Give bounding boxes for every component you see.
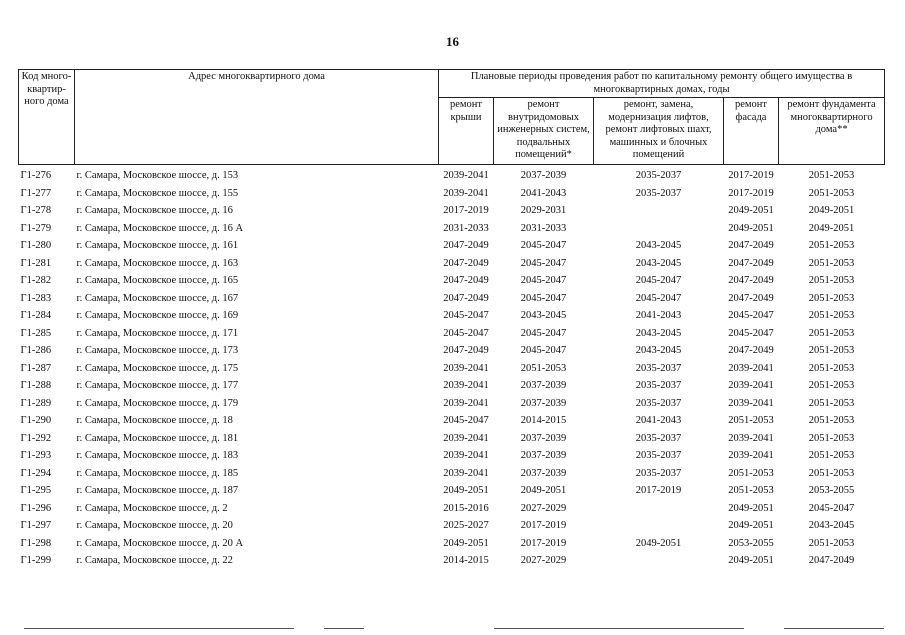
cell-facade: 2047-2049 — [728, 275, 774, 286]
header-roof: ремонт крыши — [439, 98, 494, 165]
cell-code: Г1-290 — [20, 415, 52, 426]
cell-foundation: 2051-2053 — [808, 362, 855, 374]
cell-facade: 2017-2019 — [728, 170, 774, 181]
cell-code: Г1-288 — [20, 380, 52, 391]
cell-systems: 2014-2015 — [520, 415, 567, 426]
cell-code: Г1-298 — [20, 537, 52, 549]
cell-roof: 2025-2027 — [443, 520, 489, 531]
cell-foundation: 2051-2053 — [808, 310, 855, 321]
cell-foundation: 2051-2053 — [808, 187, 855, 199]
cell-lifts — [594, 552, 724, 570]
cell-lifts: 2035-2037 — [635, 380, 682, 391]
cell-facade: 2051-2053 — [728, 485, 774, 496]
header-lifts: ремонт, замена, модернизация лифтов, ремонт лифтовых шахт, машинных и блочных помещений — [594, 98, 724, 165]
cell-lifts: 2045-2047 — [635, 292, 682, 304]
cell-facade: 2051-2053 — [728, 467, 774, 479]
table-row — [19, 500, 885, 518]
cell-roof: 2039-2041 — [443, 432, 489, 444]
table-row — [19, 185, 885, 203]
cell-code: Г1-295 — [20, 485, 52, 496]
header-periods: Плановые периоды проведения работ по капитальному ремонту общего имущества в многоквартирных домах, годы — [439, 70, 885, 98]
cell-systems: 2045-2047 — [520, 327, 567, 339]
cell-roof: 2039-2041 — [443, 362, 489, 374]
table-row — [19, 165, 885, 185]
cell-systems: 2037-2039 — [520, 467, 567, 479]
cell-foundation: 2043-2045 — [808, 520, 855, 531]
cell-lifts: 2041-2043 — [635, 310, 682, 321]
cell-facade: 2039-2041 — [728, 397, 774, 409]
cell-lifts — [594, 517, 724, 535]
cell-systems: 2041-2043 — [520, 187, 567, 199]
cell-code: Г1-297 — [20, 520, 52, 531]
cell-lifts: 2035-2037 — [635, 432, 682, 444]
cell-address: г. Самара, Московское шоссе, д. 185 — [76, 467, 239, 479]
cell-facade: 2047-2049 — [728, 292, 774, 304]
cell-address: г. Самара, Московское шоссе, д. 22 — [76, 555, 233, 566]
cell-code: Г1-284 — [20, 310, 52, 321]
cell-foundation: 2051-2053 — [808, 275, 855, 286]
cell-systems: 2037-2039 — [520, 432, 567, 444]
cell-code: Г1-285 — [20, 327, 52, 339]
cell-lifts: 2049-2051 — [635, 537, 682, 549]
cell-roof: 2015-2016 — [443, 502, 489, 514]
cell-foundation: 2047-2049 — [808, 555, 855, 566]
cell-address: г. Самара, Московское шоссе, д. 175 — [76, 362, 239, 374]
cell-systems: 2027-2029 — [520, 555, 567, 566]
cell-address: г. Самара, Московское шоссе, д. 167 — [76, 292, 239, 304]
cell-systems: 2037-2039 — [520, 397, 567, 409]
cell-systems: 2045-2047 — [520, 257, 567, 269]
cell-systems: 2029-2031 — [520, 205, 567, 216]
cell-systems: 2017-2019 — [520, 520, 567, 531]
cell-facade: 2053-2055 — [728, 537, 774, 549]
cell-lifts: 2045-2047 — [635, 275, 682, 286]
cell-code: Г1-299 — [20, 555, 52, 566]
cell-lifts — [594, 202, 724, 220]
cell-address: г. Самара, Московское шоссе, д. 173 — [76, 345, 239, 356]
cell-systems: 2051-2053 — [520, 362, 567, 374]
cell-roof: 2031-2033 — [443, 222, 489, 234]
capital-repair-schedule-table — [18, 69, 885, 570]
cell-foundation: 2051-2053 — [808, 170, 855, 181]
cell-lifts — [594, 500, 724, 518]
header-address: Адрес многоквартирного дома — [75, 70, 439, 165]
cell-foundation: 2051-2053 — [808, 257, 855, 269]
table-row — [19, 272, 885, 290]
cell-roof: 2047-2049 — [443, 275, 489, 286]
cell-foundation: 2049-2051 — [808, 205, 855, 216]
cell-facade: 2039-2041 — [728, 450, 774, 461]
cell-systems: 2027-2029 — [520, 502, 567, 514]
cell-code: Г1-286 — [20, 345, 52, 356]
cell-roof: 2047-2049 — [443, 257, 489, 269]
table-header — [19, 70, 885, 165]
table-row — [19, 360, 885, 378]
cell-foundation: 2051-2053 — [808, 380, 855, 391]
table-row — [19, 220, 885, 238]
cell-facade: 2017-2019 — [728, 187, 774, 199]
header-foundation: ремонт фундамента многоквартирного дома** — [779, 98, 885, 165]
cell-facade: 2039-2041 — [728, 432, 774, 444]
cell-roof: 2017-2019 — [443, 205, 489, 216]
table-row — [19, 552, 885, 570]
cell-facade: 2047-2049 — [728, 345, 774, 356]
table-row — [19, 325, 885, 343]
cell-facade: 2039-2041 — [728, 380, 774, 391]
cell-facade: 2047-2049 — [728, 240, 774, 251]
cell-foundation: 2051-2053 — [808, 327, 855, 339]
cell-systems: 2045-2047 — [520, 345, 567, 356]
cell-lifts: 2035-2037 — [635, 467, 682, 479]
cell-code: Г1-294 — [20, 467, 52, 479]
cell-address: г. Самара, Московское шоссе, д. 153 — [76, 170, 239, 181]
cell-foundation: 2051-2053 — [808, 450, 855, 461]
cell-address: г. Самара, Московское шоссе, д. 161 — [76, 240, 239, 251]
cell-code: Г1-289 — [20, 397, 52, 409]
table-body — [19, 165, 885, 570]
cell-foundation: 2051-2053 — [808, 415, 855, 426]
cell-facade: 2049-2051 — [728, 502, 774, 514]
cell-facade: 2045-2047 — [728, 310, 774, 321]
cell-facade: 2039-2041 — [728, 362, 774, 374]
cell-systems: 2037-2039 — [520, 170, 567, 181]
cell-foundation: 2045-2047 — [808, 502, 855, 514]
table-row — [19, 377, 885, 395]
cell-address: г. Самара, Московское шоссе, д. 169 — [76, 310, 239, 321]
cell-address: г. Самара, Московское шоссе, д. 171 — [76, 327, 239, 339]
table-row — [19, 465, 885, 483]
cell-code: Г1-279 — [20, 222, 52, 234]
cell-roof: 2045-2047 — [443, 415, 489, 426]
cell-code: Г1-277 — [20, 187, 52, 199]
page-number: 16 — [446, 34, 459, 49]
cell-address: г. Самара, Московское шоссе, д. 16 А — [76, 222, 244, 234]
cell-facade: 2049-2051 — [728, 520, 774, 531]
cell-address: г. Самара, Московское шоссе, д. 16 — [76, 205, 233, 216]
cell-address: г. Самара, Московское шоссе, д. 155 — [76, 187, 239, 199]
cell-systems: 2037-2039 — [520, 380, 567, 391]
cell-roof: 2045-2047 — [443, 327, 489, 339]
cell-roof: 2047-2049 — [443, 240, 489, 251]
table-row — [19, 430, 885, 448]
cell-roof: 2045-2047 — [443, 310, 489, 321]
cell-foundation: 2051-2053 — [808, 240, 855, 251]
cell-foundation: 2051-2053 — [808, 537, 855, 549]
cell-address: г. Самара, Московское шоссе, д. 183 — [76, 450, 239, 461]
cell-address: г. Самара, Московское шоссе, д. 163 — [76, 257, 239, 269]
cell-systems: 2043-2045 — [520, 310, 567, 321]
cell-code: Г1-283 — [20, 292, 52, 304]
header-facade: ремонт фасада — [724, 98, 779, 165]
cell-facade: 2051-2053 — [728, 415, 774, 426]
cell-systems: 2031-2033 — [520, 222, 567, 234]
cell-facade: 2047-2049 — [728, 257, 774, 269]
cell-lifts: 2041-2043 — [635, 415, 682, 426]
cell-address: г. Самара, Московское шоссе, д. 179 — [76, 397, 239, 409]
cell-roof: 2039-2041 — [443, 467, 489, 479]
cell-roof: 2047-2049 — [443, 345, 489, 356]
cell-roof: 2049-2051 — [443, 537, 489, 549]
table-row — [19, 517, 885, 535]
table-row — [19, 447, 885, 465]
cell-roof: 2039-2041 — [443, 170, 489, 181]
cell-code: Г1-296 — [20, 502, 52, 514]
cell-lifts: 2043-2045 — [635, 240, 682, 251]
cell-lifts: 2043-2045 — [635, 327, 682, 339]
table-row — [19, 307, 885, 325]
cell-address: г. Самара, Московское шоссе, д. 2 — [76, 502, 228, 514]
cell-facade: 2049-2051 — [728, 555, 774, 566]
cell-code: Г1-282 — [20, 275, 52, 286]
table-row — [19, 290, 885, 308]
cell-foundation: 2051-2053 — [808, 345, 855, 356]
cell-systems: 2037-2039 — [520, 450, 567, 461]
cell-roof: 2039-2041 — [443, 187, 489, 199]
header-code: Код много-квартир-ного дома — [19, 70, 75, 165]
cell-systems: 2017-2019 — [520, 537, 567, 549]
cell-lifts: 2035-2037 — [635, 450, 682, 461]
cell-code: Г1-292 — [20, 432, 52, 444]
cell-lifts: 2035-2037 — [635, 397, 682, 409]
cell-systems: 2045-2047 — [520, 275, 567, 286]
cell-address: г. Самара, Московское шоссе, д. 181 — [76, 432, 239, 444]
header-systems: ремонт внутридомовых инженерных систем, подвальных помещений* — [494, 98, 594, 165]
cell-lifts: 2035-2037 — [635, 170, 682, 181]
cell-foundation: 2053-2055 — [808, 485, 855, 496]
footer-rule — [24, 628, 884, 630]
cell-foundation: 2049-2051 — [808, 222, 855, 234]
cell-foundation: 2051-2053 — [808, 432, 855, 444]
cell-roof: 2039-2041 — [443, 397, 489, 409]
cell-roof: 2047-2049 — [443, 292, 489, 304]
cell-roof: 2049-2051 — [443, 485, 489, 496]
cell-foundation: 2051-2053 — [808, 292, 855, 304]
cell-roof: 2039-2041 — [443, 380, 489, 391]
cell-facade: 2049-2051 — [728, 205, 774, 216]
table-row — [19, 255, 885, 273]
cell-lifts: 2035-2037 — [635, 362, 682, 374]
cell-roof: 2014-2015 — [443, 555, 489, 566]
table-row — [19, 482, 885, 500]
cell-code: Г1-278 — [20, 205, 52, 216]
table-row — [19, 342, 885, 360]
cell-lifts — [594, 220, 724, 238]
cell-lifts: 2043-2045 — [635, 257, 682, 269]
cell-code: Г1-280 — [20, 240, 52, 251]
cell-roof: 2039-2041 — [443, 450, 489, 461]
table-row — [19, 395, 885, 413]
cell-address: г. Самара, Московское шоссе, д. 177 — [76, 380, 239, 391]
cell-lifts: 2043-2045 — [635, 345, 682, 356]
cell-foundation: 2051-2053 — [808, 397, 855, 409]
cell-address: г. Самара, Московское шоссе, д. 165 — [76, 275, 239, 286]
cell-address: г. Самара, Московское шоссе, д. 20 А — [76, 537, 244, 549]
cell-address: г. Самара, Московское шоссе, д. 187 — [76, 485, 239, 496]
table-row — [19, 237, 885, 255]
cell-facade: 2049-2051 — [728, 222, 774, 234]
cell-lifts: 2017-2019 — [635, 485, 682, 496]
table-row — [19, 535, 885, 553]
cell-code: Г1-281 — [20, 257, 52, 269]
cell-address: г. Самара, Московское шоссе, д. 18 — [76, 415, 233, 426]
table-row — [19, 202, 885, 220]
cell-systems: 2045-2047 — [520, 292, 567, 304]
cell-code: Г1-276 — [20, 170, 52, 181]
cell-systems: 2049-2051 — [520, 485, 567, 496]
cell-lifts: 2035-2037 — [635, 187, 682, 199]
cell-address: г. Самара, Московское шоссе, д. 20 — [76, 520, 233, 531]
cell-code: Г1-287 — [20, 362, 52, 374]
cell-code: Г1-293 — [20, 450, 52, 461]
table-row — [19, 412, 885, 430]
cell-foundation: 2051-2053 — [808, 467, 855, 479]
cell-systems: 2045-2047 — [520, 240, 567, 251]
cell-facade: 2045-2047 — [728, 327, 774, 339]
